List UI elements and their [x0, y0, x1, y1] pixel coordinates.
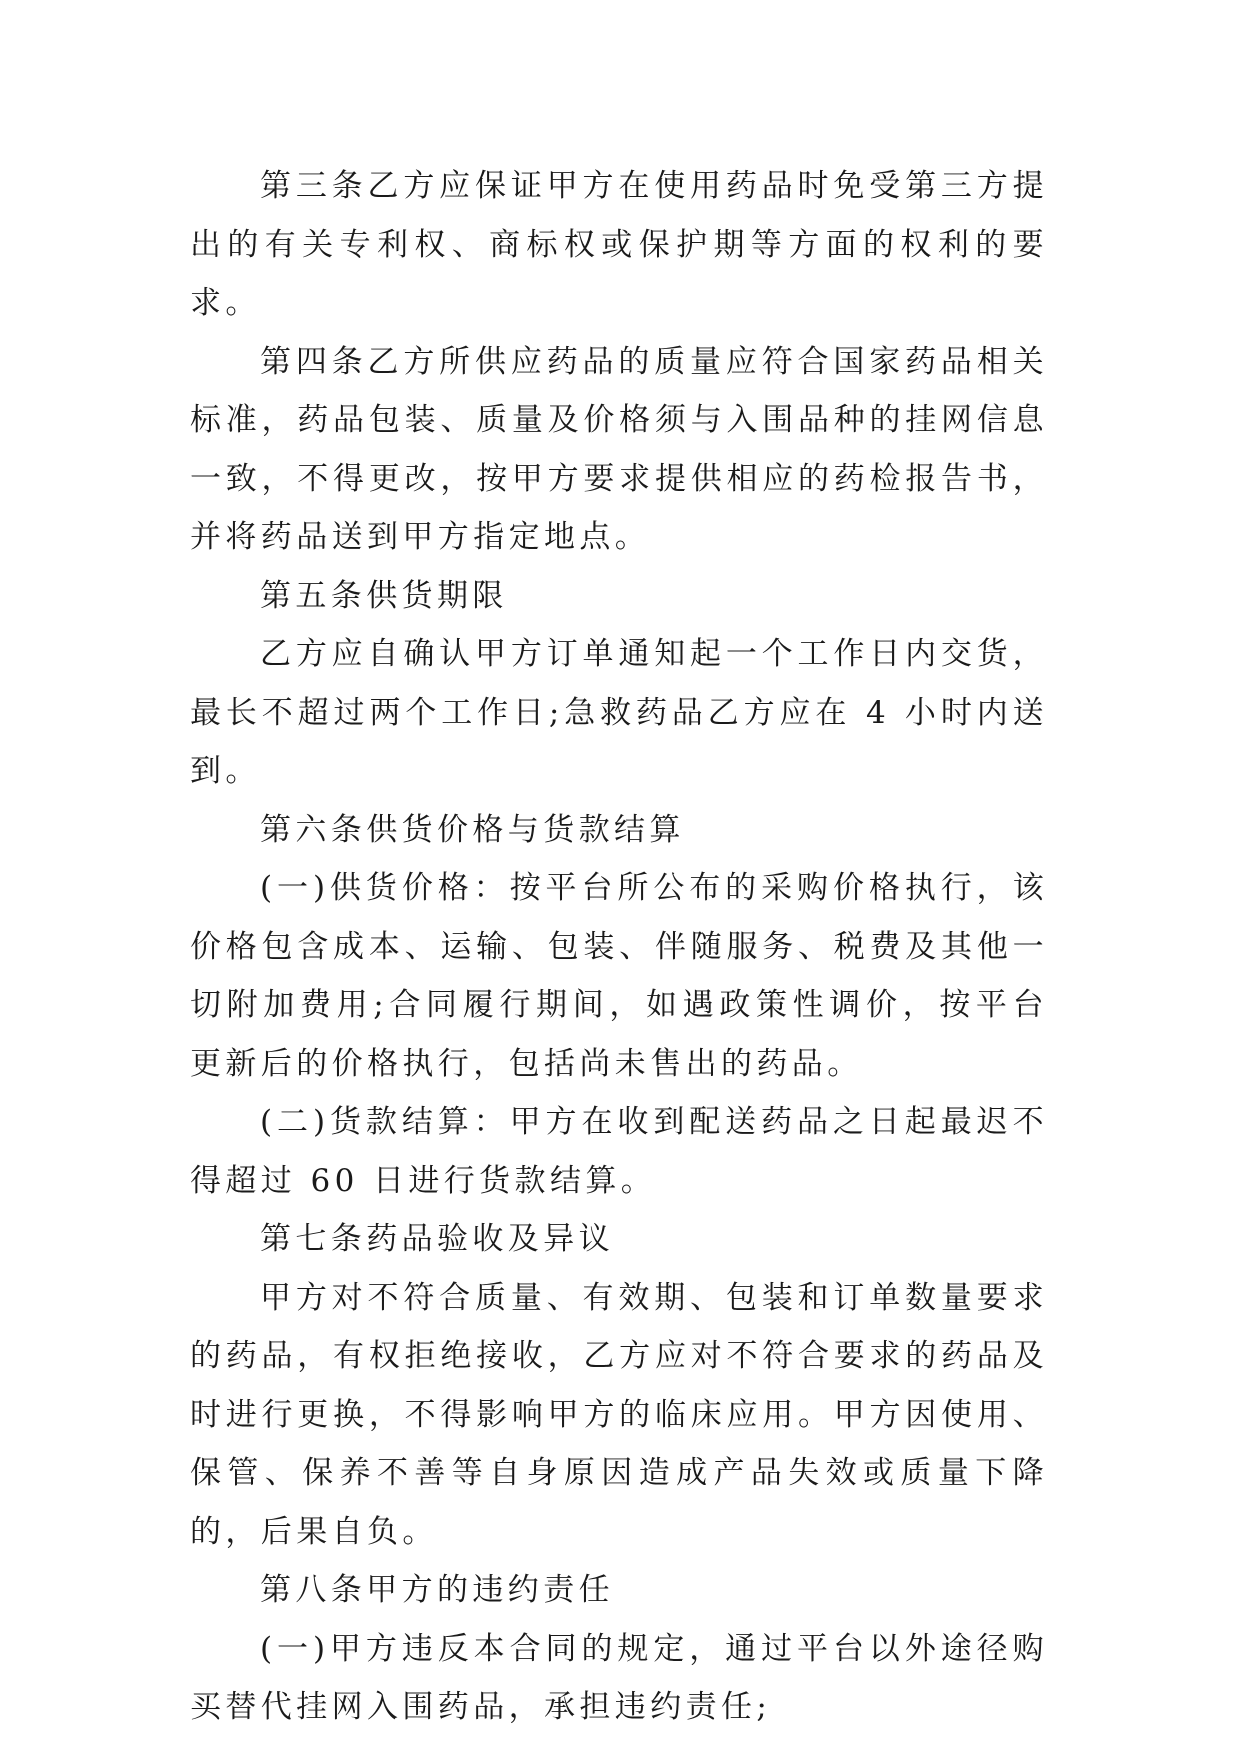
heading-article-8: 第八条甲方的违约责任 — [260, 1572, 614, 1608]
paragraph-acceptance: 甲方对不符合质量、有效期、包装和订单数量要求的药品，有权拒绝接收，乙方应对不符合要求的药品及时进行更换，不得影响甲方的临床应用。甲方因使用、保管、保养不善等自身原因造成产品失效或质量下降的，后果自负。 — [190, 1279, 1048, 1550]
paragraph-supply-price: (一)供货价格：按平台所公布的采购价格执行，该价格包含成本、运输、包装、伴随服务、税费及其他一切附加费用;合同履行期间，如遇政策性调价，按平台更新后的价格执行，包括尚未售出的药品。 — [190, 870, 1048, 1082]
paragraph-payment-settlement: (二)货款结算：甲方在收到配送药品之日起最迟不得超过 60 日进行货款结算。 — [190, 1104, 1048, 1199]
paragraph-article-3: 第三条乙方应保证甲方在使用药品时免受第三方提出的有关专利权、商标权或保护期等方面的权利的要求。 — [190, 168, 1048, 321]
heading-article-6: 第六条供货价格与货款结算 — [260, 811, 685, 848]
paragraph-article-4: 第四条乙方所供应药品的质量应符合国家药品相关标准，药品包装、质量及价格须与入围品种的挂网信息一致，不得更改，按甲方要求提供相应的药检报告书，并将药品送到甲方指定地点。 — [190, 343, 1048, 555]
document-body — [190, 157, 1048, 1737]
paragraph-party-a-breach: (一)甲方违反本合同的规定，通过平台以外途径购买替代挂网入围药品，承担违约责任; — [190, 1630, 1048, 1725]
paragraph-delivery-term: 乙方应自确认甲方订单通知起一个工作日内交货，最长不超过两个工作日;急救药品乙方应在 4 小时内送到。 — [190, 636, 1048, 789]
heading-article-7: 第七条药品验收及异议 — [260, 1221, 614, 1257]
heading-article-5: 第五条供货期限 — [260, 577, 508, 614]
